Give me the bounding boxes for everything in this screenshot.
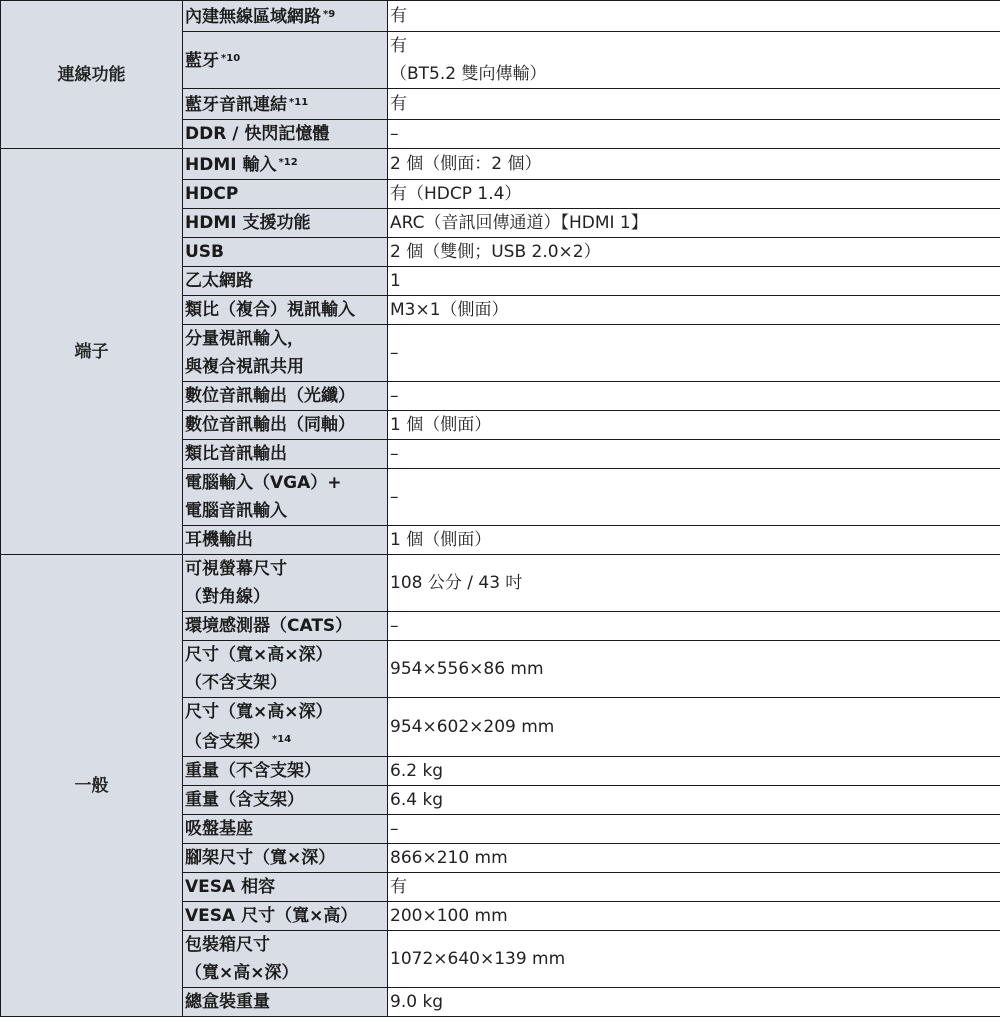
- row-value: –: [388, 815, 1000, 844]
- row-label: VESA 相容: [183, 873, 388, 902]
- row-label: 類比（複合）視訊輸入: [183, 296, 388, 325]
- row-label: 類比音訊輸出: [183, 440, 388, 469]
- row-value: –: [388, 382, 1000, 411]
- row-label: 尺寸（寬×高×深） （不含支架）: [183, 641, 388, 698]
- footnote-marker: *10: [221, 53, 241, 64]
- row-value: –: [388, 120, 1000, 149]
- row-value: –: [388, 469, 1000, 526]
- row-value: –: [388, 325, 1000, 382]
- row-value: 1: [388, 267, 1000, 296]
- row-value: 108 公分 / 43 吋: [388, 555, 1000, 612]
- footnote-marker: *11: [289, 97, 309, 108]
- group-header-general: 一般: [1, 555, 183, 1017]
- row-value: 2 個（雙側；USB 2.0×2）: [388, 238, 1000, 267]
- row-value: 有 （BT5.2 雙向傳輸）: [388, 32, 1000, 89]
- row-label: 藍牙 $^{*10}$: [183, 32, 388, 89]
- row-value: 有: [388, 1, 1000, 32]
- row-label: 總盒裝重量: [183, 988, 388, 1017]
- row-value: ARC（音訊回傳通道）【HDMI 1】: [388, 209, 1000, 238]
- row-label: 數位音訊輸出（光纖）: [183, 382, 388, 411]
- row-label: 環境感測器（CATS）: [183, 612, 388, 641]
- row-value: 1072×640×139 mm: [388, 931, 1000, 988]
- row-label: 可視螢幕尺寸 （對角線）: [183, 555, 388, 612]
- row-value: 200×100 mm: [388, 902, 1000, 931]
- row-value: 6.2 kg: [388, 757, 1000, 786]
- row-value: 有: [388, 89, 1000, 120]
- row-value: 1 個（側面）: [388, 526, 1000, 555]
- row-value: –: [388, 440, 1000, 469]
- row-label: DDR / 快閃記憶體: [183, 120, 388, 149]
- row-value: 6.4 kg: [388, 786, 1000, 815]
- row-label: 電腦輸入（VGA）+ 電腦音訊輸入: [183, 469, 388, 526]
- row-label: 尺寸（寬×高×深） （含支架） $^{*14}$: [183, 698, 388, 757]
- footnote-marker: *12: [278, 157, 298, 168]
- row-label: USB: [183, 238, 388, 267]
- row-label: 重量（不含支架）: [183, 757, 388, 786]
- row-label: 耳機輸出: [183, 526, 388, 555]
- row-label: HDMI 輸入 $^{*12}$: [183, 149, 388, 180]
- row-label: HDCP: [183, 180, 388, 209]
- row-label: VESA 尺寸（寬×高）: [183, 902, 388, 931]
- row-label: 內建無線區域網路 $^{*9}$: [183, 1, 388, 32]
- row-label: 數位音訊輸出（同軸）: [183, 411, 388, 440]
- group-header-connectivity: 連線功能: [1, 1, 183, 149]
- row-value: 有: [388, 873, 1000, 902]
- row-value: 954×602×209 mm: [388, 698, 1000, 757]
- row-value: 954×556×86 mm: [388, 641, 1000, 698]
- row-value: 有（HDCP 1.4）: [388, 180, 1000, 209]
- row-value: 1 個（側面）: [388, 411, 1000, 440]
- row-label: 乙太網路: [183, 267, 388, 296]
- row-label: 包裝箱尺寸 （寬×高×深）: [183, 931, 388, 988]
- table-row: [1, 555, 1000, 612]
- group-header-terminals: 端子: [1, 149, 183, 555]
- row-label: 重量（含支架）: [183, 786, 388, 815]
- row-label: HDMI 支援功能: [183, 209, 388, 238]
- table-row: [1, 1, 1000, 32]
- row-value: 2 個（側面：2 個）: [388, 149, 1000, 180]
- table-row: [1, 149, 1000, 180]
- footnote-marker: *9: [323, 9, 336, 20]
- row-label: 腳架尺寸（寬×深）: [183, 844, 388, 873]
- row-value: M3×1（側面）: [388, 296, 1000, 325]
- row-label: 吸盤基座: [183, 815, 388, 844]
- row-value: 9.0 kg: [388, 988, 1000, 1017]
- row-label: 藍牙音訊連結 $^{*11}$: [183, 89, 388, 120]
- footnote-marker: *14: [272, 734, 292, 745]
- row-label: 分量視訊輸入， 與複合視訊共用: [183, 325, 388, 382]
- row-value: 866×210 mm: [388, 844, 1000, 873]
- row-value: –: [388, 612, 1000, 641]
